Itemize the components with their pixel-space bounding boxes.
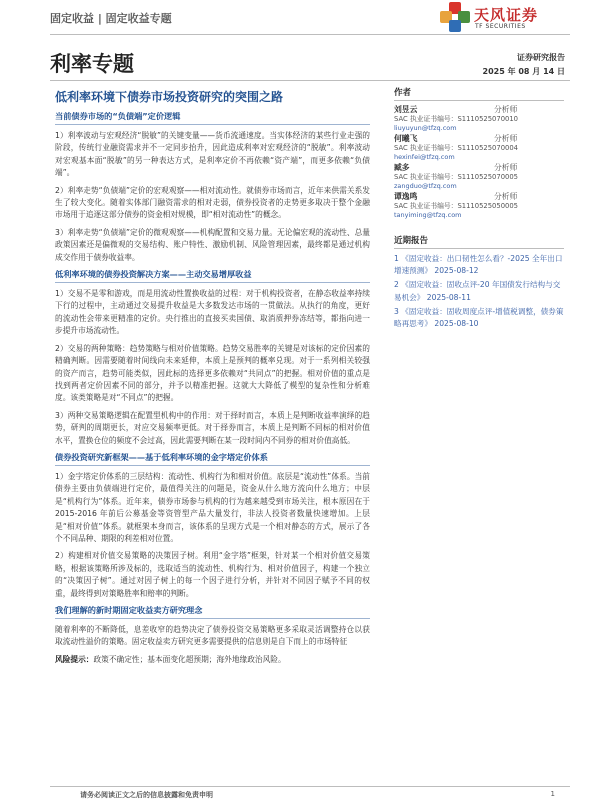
- author-name: 何曦飞: [394, 134, 418, 143]
- risk-warning: [55, 654, 370, 666]
- section-paragraph: 2）交易的两种策略：趋势策略与相对价值策略。趋势交易胜率的关键是对该标的定价因素的精确判断。因需要随着时间线向未来延伸，本质上是预判的概率兑现。对于一系列相关较强的资产而言，趋势可能类似，因此标的选择更多依赖对“共同点”的把握。相对价值的重点是找到两者定价因素不同的部分，并予以精准把握。这就大大降低了模型的复杂性和分析难度。该类策略是对“不同点”的把握。: [55, 343, 370, 403]
- section-heading: 当前债券市场的“负债端”定价逻辑: [55, 111, 370, 125]
- author-role: 分析师: [494, 134, 518, 143]
- author-email[interactable]: hexinfei@tfzq.com: [394, 153, 455, 161]
- page-number: 1: [550, 790, 555, 798]
- author-role: 分析师: [494, 163, 518, 172]
- title-divider: [50, 80, 570, 81]
- author-email[interactable]: zangduo@tfzq.com: [394, 182, 457, 190]
- footer-disclaimer: 请务必阅读正文之后的信息披露和免责申明: [80, 791, 213, 799]
- recent-report-link[interactable]: 2 《固定收益：固收点评-20 年国债发行结构与交易机会》 2025-08-11: [394, 280, 561, 302]
- company-logo: [440, 2, 570, 36]
- recent-reports: [394, 234, 564, 330]
- risk-text: 政策不确定性；基本面变化超预期；海外地缘政治风险。: [93, 654, 286, 664]
- section-paragraph: 2）利率走势“负债端”定价的宏观观察——相对流动性。就债券市场而言，近年来供需关系发生了较大变化。随着实体部门融资需求的相对走弱，债券投资者的走势更多取决于整个金融市场用于追逐这部分债券的资金相对规模，即“相对流动性”的概念。: [55, 185, 370, 220]
- report-type: 证券研究报告: [517, 53, 565, 62]
- section-paragraph: 2）构建相对价值交易策略的决策因子树。利用“金字塔”框架，针对某一个相对价值交易策略，根据该策略所涉及标的，选取适当的流动性、机构行为、相对价值因子，构建一个独立的“决策因子树”。通过对因子树上的每一个因子进行分析，并针对不同因子赋予不同的权重，最终得到对策略胜率和赔率的判断。: [55, 551, 370, 598]
- header-breadcrumb: 固定收益 | 固定收益专题: [50, 12, 172, 25]
- author-email[interactable]: liuyuyun@tfzq.com: [394, 124, 457, 132]
- header-divider: [50, 34, 570, 35]
- logo-name-en: TF SECURITIES: [475, 23, 526, 30]
- author-entry: [394, 192, 564, 220]
- section-heading: 低利率环境的债券投资解决方案——主动交易增厚收益: [55, 269, 370, 283]
- report-date: 2025 年 08 月 14 日: [482, 67, 565, 76]
- page-title: 利率专题: [50, 52, 134, 76]
- main-content: [55, 88, 370, 666]
- section-paragraph: 3）两种交易策略逻辑在配置型机构中的作用：对于择时而言，本质上是判断收益率演绎的趋势，研判的周期更长，对应交易频率更低。对于择券而言，本质上是判断不同标的相对价值水平，置换仓位的频度不会过高，因此需要判断在某一段时间内不同券的相对价值高低。: [55, 410, 370, 445]
- section-paragraph: 随着利率的不断降低，息差收窄的趋势决定了债券投资交易策略更多采取灵活调整持仓以获取流动性溢价的策略。固定收益卖方研究更多需要提供的信息则是自下而上的市场特征: [55, 625, 370, 647]
- author-sac: SAC 执业证书编号：S1110525070010: [394, 115, 518, 123]
- author-role: 分析师: [494, 105, 518, 114]
- section-heading: 我们理解的新时期固定收益卖方研究理念: [55, 605, 370, 619]
- author-email[interactable]: tanyiming@tfzq.com: [394, 211, 462, 219]
- author-entry: [394, 163, 564, 191]
- section-paragraph: 3）利率走势“负债端”定价的微观观察——机构配置和交易力量。无论偏宏观的流动性、总量政策因素还是偏微观的交易结构、账户特性、激励机制、风险管理因素，最终都是通过机构成交作用于债券收益率。: [55, 227, 370, 262]
- sidebar: [394, 86, 564, 332]
- author-sac: SAC 执业证书编号：S1110525070005: [394, 173, 518, 181]
- author-entry: [394, 134, 564, 162]
- logo-name-cn: 天风证券: [474, 6, 539, 24]
- section-heading: 债券投资研究新框架——基于低利率环境的金字塔定价体系: [55, 452, 370, 466]
- author-role: 分析师: [494, 192, 518, 201]
- section-paragraph: 1）交易不是零和游戏，而是用流动性置换收益的过程：对于机构投资者，在静态收益率持续下行的过程中，主动通过交易提升收益是大多数发达市场的一贯做法。从执行的角度，更好的流动性会带来更精准的定价。央行推出的直接买卖国债、取消质押券冻结等，都指向进一步提升市场流动性。: [55, 289, 370, 336]
- recent-reports-heading: 近期报告: [394, 234, 564, 249]
- recent-report-link[interactable]: 1 《固定收益：出口韧性怎么看？-2025 全年出口增速预测》 2025-08-12: [394, 254, 563, 276]
- footer-divider: [50, 786, 570, 787]
- report-subtitle: 低利率环境下债券市场投资研究的突围之路: [55, 90, 284, 104]
- recent-report-link[interactable]: 3 《固定收益：固收周度点评-增值税调整，债券策略再思考》 2025-08-10: [394, 306, 564, 329]
- author-name: 臧多: [394, 163, 410, 172]
- risk-label: 风险提示：: [55, 654, 94, 664]
- section-paragraph: 1）利率波动与宏观经济“脱敏”的关键变量——货币流通速度。当实体经济的某些行业走强的阶段，传统行业融资需求并不一定同步抬升，因此造成利率对宏观经济的“脱敏”。利率波动对宏观基本面“脱敏”的另一种表达方式，是利率定价不再依赖“资产端”，而更多依赖“负债端”。: [55, 131, 370, 178]
- section-paragraph: 1）金字塔定价体系的三层结构：流动性、机构行为和相对价值。底层是“流动性”体系。当前债券主要由负债端进行定价，最值得关注的问题是，资金从什么地方流向什么地方；中层是“机构行为”体系。近年来，债券市场参与机构的行为越来越受到市场关注，根本原因在于 2015-2016 年前后公募基金等资管型产品大量发行，非法人投资者数量快速增加。上层是“相对价值”体系。就框架本身而言，该体系的呈现方式是一个相对静态的方式，展示了各个不同品种、期限的利差相对位置。: [55, 471, 370, 543]
- author-entry: [394, 105, 564, 133]
- author-sac: SAC 执业证书编号：S1110525070004: [394, 144, 518, 152]
- logo-mark-icon: [440, 2, 470, 32]
- author-name: 谭逸鸣: [394, 192, 418, 201]
- author-sac: SAC 执业证书编号：S1110525050005: [394, 202, 518, 210]
- authors-heading: 作者: [394, 86, 564, 101]
- author-name: 刘昱云: [394, 105, 418, 114]
